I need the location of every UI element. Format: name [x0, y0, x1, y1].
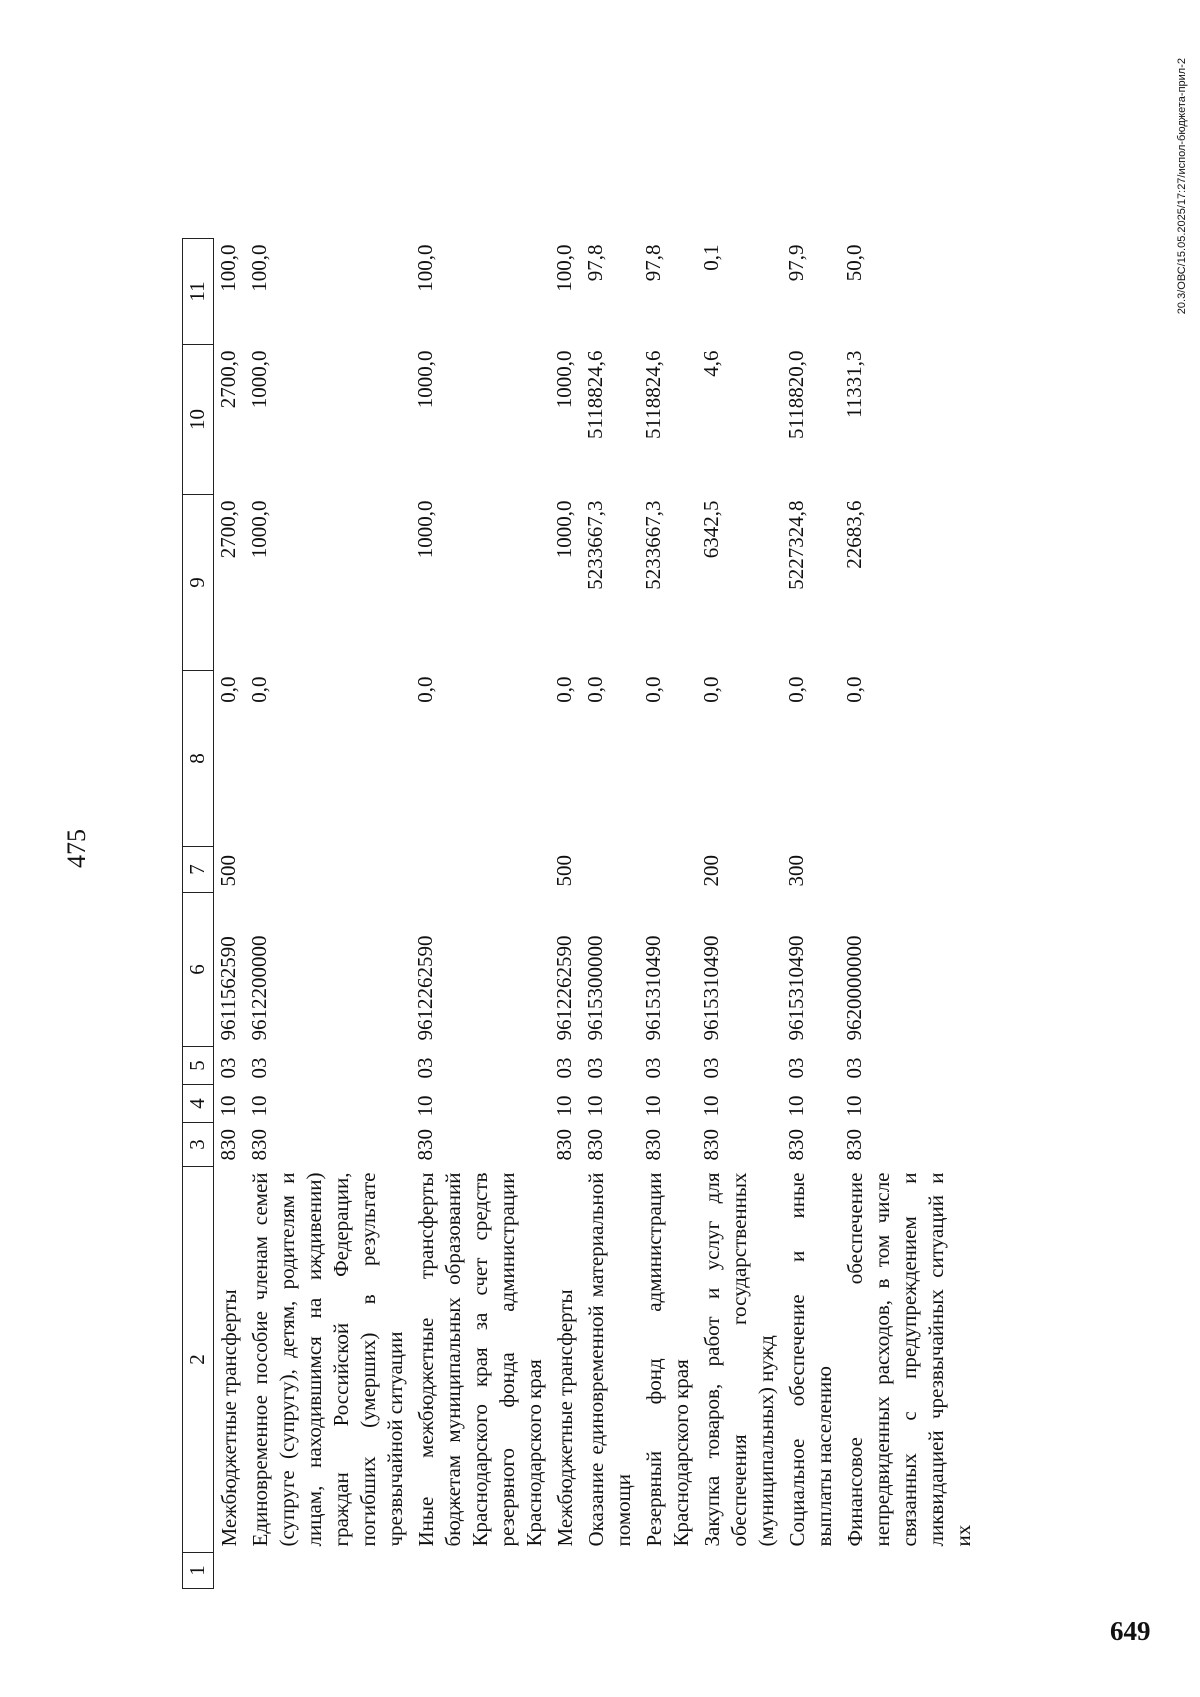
cell-col-4: 10 — [699, 1095, 723, 1117]
cell-col-11: 50,0 — [842, 244, 866, 282]
cell-col-5: 03 — [583, 1057, 607, 1079]
cell-col-4: 10 — [216, 1095, 240, 1117]
cell-col-11: 100,0 — [216, 244, 240, 292]
column-header-3: 3 — [183, 1123, 214, 1167]
cell-col-2: Межбюджетные трансферты — [553, 1289, 577, 1547]
cell-col-8: 0,0 — [552, 676, 576, 703]
cell-col-9: 5227324,8 — [784, 500, 808, 590]
cell-col-4: 10 — [552, 1095, 576, 1117]
cell-col-4: 10 — [583, 1095, 607, 1117]
cell-col-7 — [639, 847, 697, 893]
cell-col-3: 830 — [784, 1129, 808, 1161]
cell-col-3: 830 — [699, 1129, 723, 1161]
cell-col-10: 11331,3 — [842, 350, 866, 418]
table-row — [581, 239, 639, 1589]
column-header-4: 4 — [183, 1085, 214, 1123]
cell-col-11: 0,1 — [699, 244, 723, 271]
cell-col-11: 97,9 — [784, 244, 808, 282]
cell-col-6: 9612262590 — [552, 935, 576, 1041]
cell-col-5: 03 — [216, 1057, 240, 1079]
table-row — [639, 239, 697, 1589]
column-header-5: 5 — [183, 1047, 214, 1085]
cell-col-8: 0,0 — [216, 676, 240, 703]
cell-col-10: 4,6 — [699, 350, 723, 377]
cell-col-1 — [245, 1553, 411, 1589]
cell-col-9: 22683,6 — [842, 500, 866, 569]
cell-col-2: Оказание единовременной материальной помощи — [584, 1172, 635, 1547]
cell-col-5: 03 — [784, 1057, 808, 1079]
column-header-6: 6 — [183, 893, 214, 1047]
cell-col-5: 03 — [247, 1057, 271, 1079]
cell-col-10: 2700,0 — [216, 350, 240, 409]
cell-col-1 — [550, 1553, 581, 1589]
column-header-2: 2 — [183, 1167, 214, 1553]
cell-col-2: Финансовое обеспечение непредвиденных расходов, в том числе связанных с предупреждением и ликвидацией чрезвычайных ситуаций и их — [843, 1172, 975, 1547]
column-header-11: 11 — [183, 239, 214, 345]
cell-col-10: 1000,0 — [552, 350, 576, 409]
cell-col-1 — [782, 1553, 840, 1589]
budget-table — [182, 238, 979, 1589]
cell-col-6: 9615300000 — [583, 935, 607, 1041]
cell-col-9: 5233667,3 — [641, 500, 665, 590]
cell-col-1 — [697, 1553, 782, 1589]
cell-col-3: 830 — [842, 1129, 866, 1161]
cell-col-5: 03 — [413, 1057, 437, 1079]
column-header-9: 9 — [183, 495, 214, 671]
cell-col-6: 9611562590 — [216, 936, 240, 1041]
cell-col-11: 97,8 — [583, 244, 607, 282]
cell-col-7: 500 — [216, 855, 240, 887]
cell-col-9: 6342,5 — [699, 500, 723, 559]
cell-col-4: 10 — [641, 1095, 665, 1117]
cell-col-6: 9620000000 — [842, 935, 866, 1041]
column-header-10: 10 — [183, 345, 214, 495]
header-row — [183, 239, 214, 1589]
cell-col-1 — [840, 1553, 979, 1589]
cell-col-8: 0,0 — [784, 676, 808, 703]
cell-col-9: 1000,0 — [552, 500, 576, 559]
cell-col-10: 5118824,6 — [641, 350, 665, 439]
page-number-bottom: 649 — [1110, 1616, 1151, 1646]
cell-col-3: 830 — [583, 1129, 607, 1161]
table-row — [411, 239, 550, 1589]
cell-col-10: 1000,0 — [247, 350, 271, 409]
cell-col-6: 9615310490 — [784, 935, 808, 1041]
cell-col-10: 1000,0 — [413, 350, 437, 409]
cell-col-8: 0,0 — [413, 676, 437, 703]
table-row — [550, 239, 581, 1589]
cell-col-5: 03 — [699, 1057, 723, 1079]
cell-col-2: Социальное обеспечение и иные выплаты населению — [785, 1172, 836, 1547]
cell-col-7 — [840, 847, 979, 893]
cell-col-11: 97,8 — [641, 244, 665, 282]
column-header-1: 1 — [183, 1553, 214, 1589]
cell-col-10: 5118820,0 — [784, 350, 808, 439]
cell-col-11: 100,0 — [552, 244, 576, 292]
column-header-8: 8 — [183, 671, 214, 847]
cell-col-5: 03 — [641, 1057, 665, 1079]
cell-col-2: Иные межбюджетные трансферты бюджетам муниципальных образований Краснодарского края за счет средств резервного фонда администрации Краснодарского края — [414, 1172, 546, 1547]
cell-col-8: 0,0 — [641, 676, 665, 703]
cell-col-11: 100,0 — [247, 244, 271, 292]
cell-col-11: 100,0 — [413, 244, 437, 292]
cell-col-8: 0,0 — [842, 676, 866, 703]
table-row — [840, 239, 979, 1589]
cell-col-8: 0,0 — [583, 676, 607, 703]
cell-col-2: Межбюджетные трансферты — [217, 1289, 241, 1547]
cell-col-4: 10 — [413, 1095, 437, 1117]
cell-col-9: 1000,0 — [413, 500, 437, 559]
cell-col-1 — [411, 1553, 550, 1589]
page-number-top: 475 — [62, 829, 91, 868]
cell-col-4: 10 — [784, 1095, 808, 1117]
cell-col-9: 1000,0 — [247, 500, 271, 559]
footer-document-code: 20.3/ОВС/15.05.2025/17:27/испол-бюджета-прил-2 — [1176, 58, 1188, 315]
cell-col-1 — [214, 1553, 246, 1589]
cell-col-10: 5118824,6 — [583, 350, 607, 439]
cell-col-6: 9612200000 — [247, 935, 271, 1041]
cell-col-7 — [581, 847, 639, 893]
cell-col-4: 10 — [247, 1095, 271, 1117]
cell-col-8: 0,0 — [247, 676, 271, 703]
cell-col-3: 830 — [413, 1129, 437, 1161]
cell-col-7: 300 — [784, 855, 808, 887]
cell-col-1 — [639, 1553, 697, 1589]
cell-col-2: Единовременное пособие членам семей (супруге (супругу), детям, родителям и лицам, находившимся на иждивении) граждан Российской Федерации, погибших (умерших) в результате чрезвычайной ситуации — [248, 1172, 407, 1547]
cell-col-4: 10 — [842, 1095, 866, 1117]
cell-col-2: Закупка товаров, работ и услуг для обеспечения государственных (муниципальных) нужд — [700, 1172, 778, 1547]
table-row — [245, 239, 411, 1589]
cell-col-9: 2700,0 — [216, 500, 240, 559]
cell-col-3: 830 — [552, 1129, 576, 1161]
cell-col-3: 830 — [247, 1129, 271, 1161]
cell-col-7: 500 — [552, 855, 576, 887]
table-row — [697, 239, 782, 1589]
cell-col-9: 5233667,3 — [583, 500, 607, 590]
cell-col-6: 9615310490 — [699, 935, 723, 1041]
cell-col-3: 830 — [216, 1129, 240, 1161]
cell-col-2: Резервный фонд администрации Краснодарского края — [642, 1172, 693, 1547]
table-row — [782, 239, 840, 1589]
cell-col-8: 0,0 — [699, 676, 723, 703]
cell-col-3: 830 — [641, 1129, 665, 1161]
cell-col-5: 03 — [552, 1057, 576, 1079]
cell-col-1 — [581, 1553, 639, 1589]
cell-col-7 — [245, 847, 411, 893]
column-header-7: 7 — [183, 847, 214, 893]
cell-col-7: 200 — [699, 855, 723, 887]
table-row — [214, 239, 246, 1589]
cell-col-7 — [411, 847, 550, 893]
cell-col-5: 03 — [842, 1057, 866, 1079]
cell-col-6: 9615310490 — [641, 935, 665, 1041]
cell-col-6: 9612262590 — [413, 935, 437, 1041]
